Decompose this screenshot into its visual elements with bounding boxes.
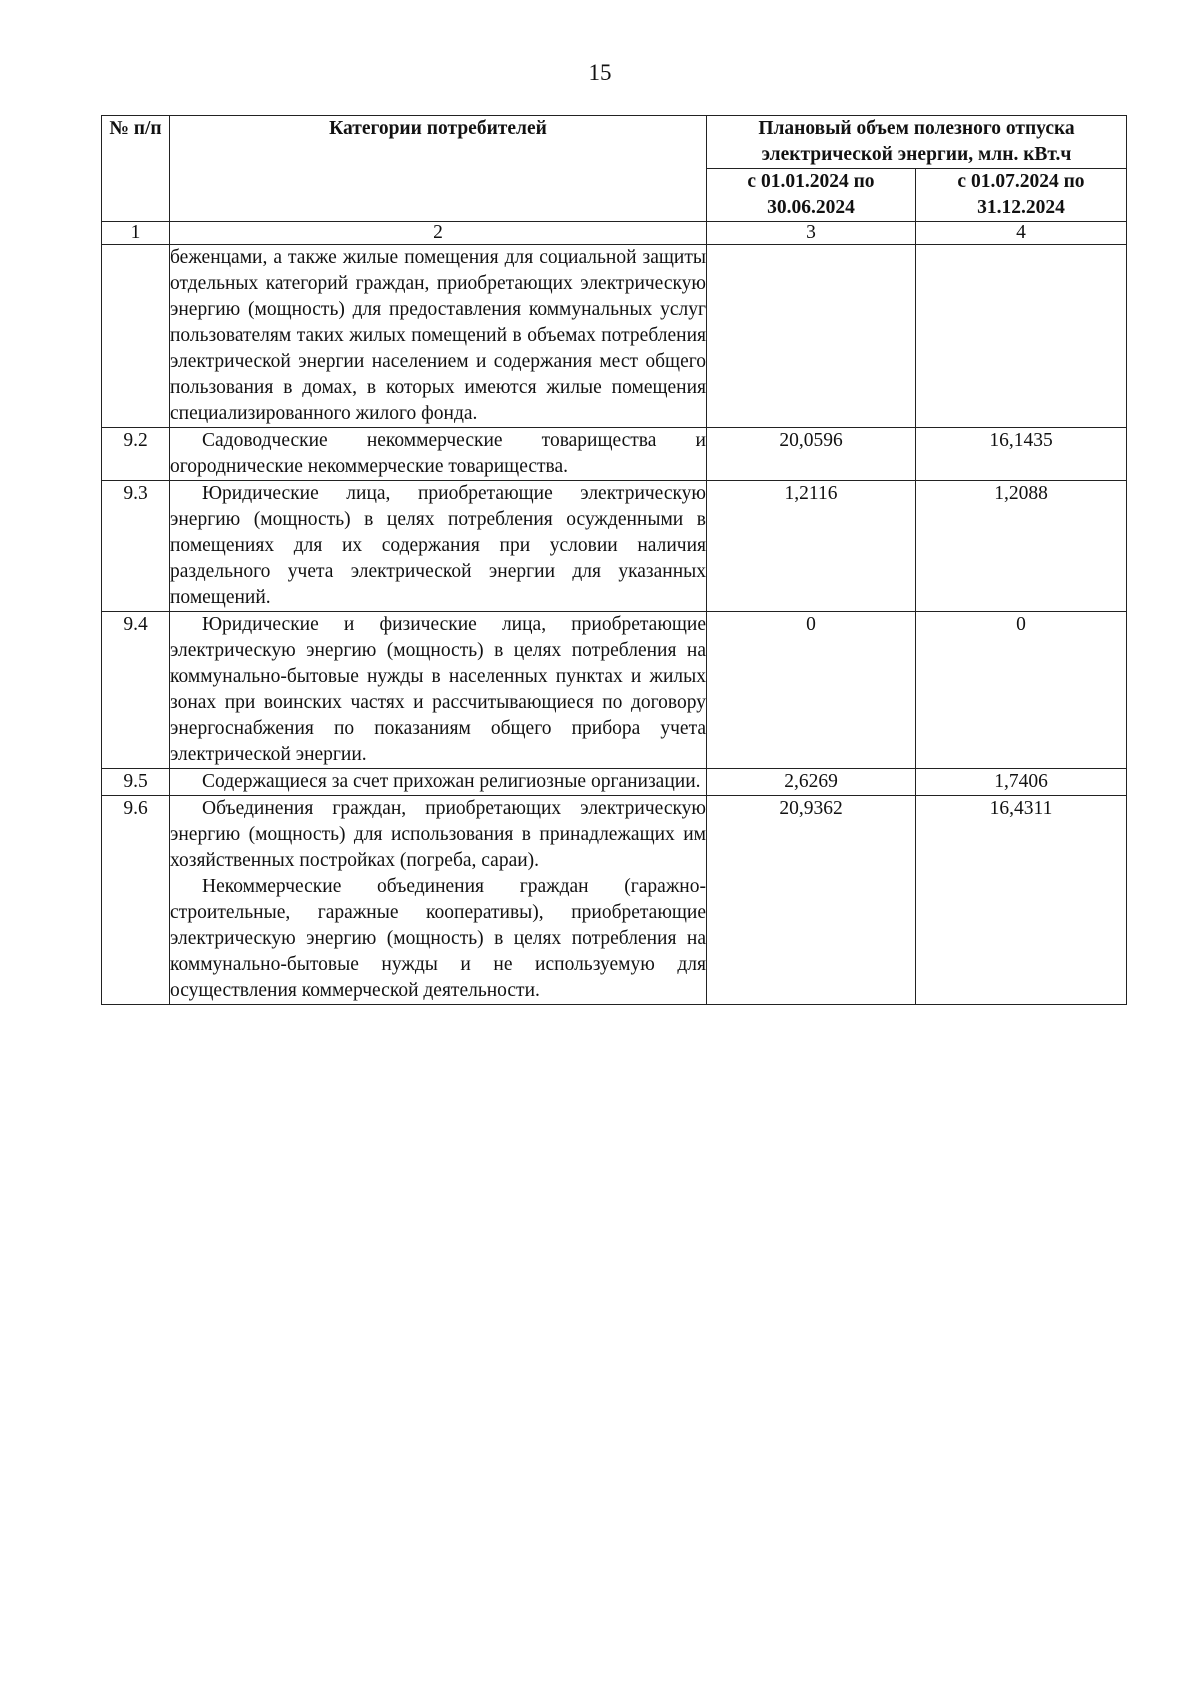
row-category [170,612,707,769]
column-number: 2 [170,222,707,245]
row-value-period-2: 16,4311 [916,796,1127,1005]
column-numbers-row [102,222,1127,245]
column-number: 3 [707,222,916,245]
column-number: 4 [916,222,1127,245]
header-period-2: с 01.07.2024 по 31.12.2024 [916,169,1127,222]
row-category-text: Содержащиеся за счет прихожан религиозные организации. [202,771,701,792]
row-value-period-2: 1,7406 [916,769,1127,796]
row-value-period-1: 0 [707,612,916,769]
table-row [102,428,1127,481]
row-category [170,245,707,428]
row-category [170,769,707,796]
table-row [102,796,1127,1005]
row-number: 9.5 [102,769,170,796]
row-category-text: Объединения граждан, приобретающих электрическую энергию (мощность) для использования в принадлежащих им хозяйственных постройках (погреба, сараи). [170,798,706,871]
header-period-1: с 01.01.2024 по 30.06.2024 [707,169,916,222]
table-row [102,769,1127,796]
header-volume: Плановый объем полезного отпуска электрической энергии, млн. кВт.ч [707,116,1127,169]
row-category-text: Юридические и физические лица, приобретающие электрическую энергию (мощность) в целях потребления на коммунально-бытовые нужды в населенных пунктах и жилых зонах при воинских частях и рассчитывающиеся по договору энергоснабжения по показаниям общего прибора учета электрической энергии. [170,614,706,765]
page-number: 15 [588,60,612,85]
table-row [102,612,1127,769]
row-value-period-1 [707,245,916,428]
row-value-period-1: 20,0596 [707,428,916,481]
column-number: 1 [102,222,170,245]
row-category-text: Садоводческие некоммерческие товарищества и огороднические некоммерческие товарищества. [170,430,706,477]
header-row-1 [102,116,1127,169]
row-number: 9.3 [102,481,170,612]
header-category: Категории потребителей [170,116,707,222]
row-number: 9.6 [102,796,170,1005]
consumption-table [101,115,1127,1005]
header-number: № п/п [102,116,170,222]
row-number: 9.4 [102,612,170,769]
row-value-period-1: 1,2116 [707,481,916,612]
row-value-period-1: 20,9362 [707,796,916,1005]
row-category [170,428,707,481]
row-category-text: Юридические лица, приобретающие электрическую энергию (мощность) в целях потребления осужденными в помещениях для их содержания при условии наличия раздельного учета электрической энергии для указанных помещений. [170,483,706,608]
row-value-period-2: 1,2088 [916,481,1127,612]
row-number: 9.2 [102,428,170,481]
row-value-period-2 [916,245,1127,428]
row-value-period-2: 0 [916,612,1127,769]
row-category [170,481,707,612]
table-row [102,481,1127,612]
row-value-period-2: 16,1435 [916,428,1127,481]
row-number [102,245,170,428]
table-row [102,245,1127,428]
row-category [170,796,707,1005]
row-value-period-1: 2,6269 [707,769,916,796]
row-category-text: беженцами, а также жилые помещения для социальной защиты отдельных категорий граждан, приобретающих электрическую энергию (мощность) для предоставления коммунальных услуг пользователям таких жилых помещений в объемах потребления электрической энергии населением и содержания мест общего пользования в домах, в которых имеются жилые помещения специализированного жилого фонда. [170,247,706,424]
row-category-text-2: Некоммерческие объединения граждан (гаражно-строительные, гаражные кооперативы), приобретающие электрическую энергию (мощность) в целях потребления на коммунально-бытовые нужды и не используемую для осуществления коммерческой деятельности. [170,876,706,1001]
